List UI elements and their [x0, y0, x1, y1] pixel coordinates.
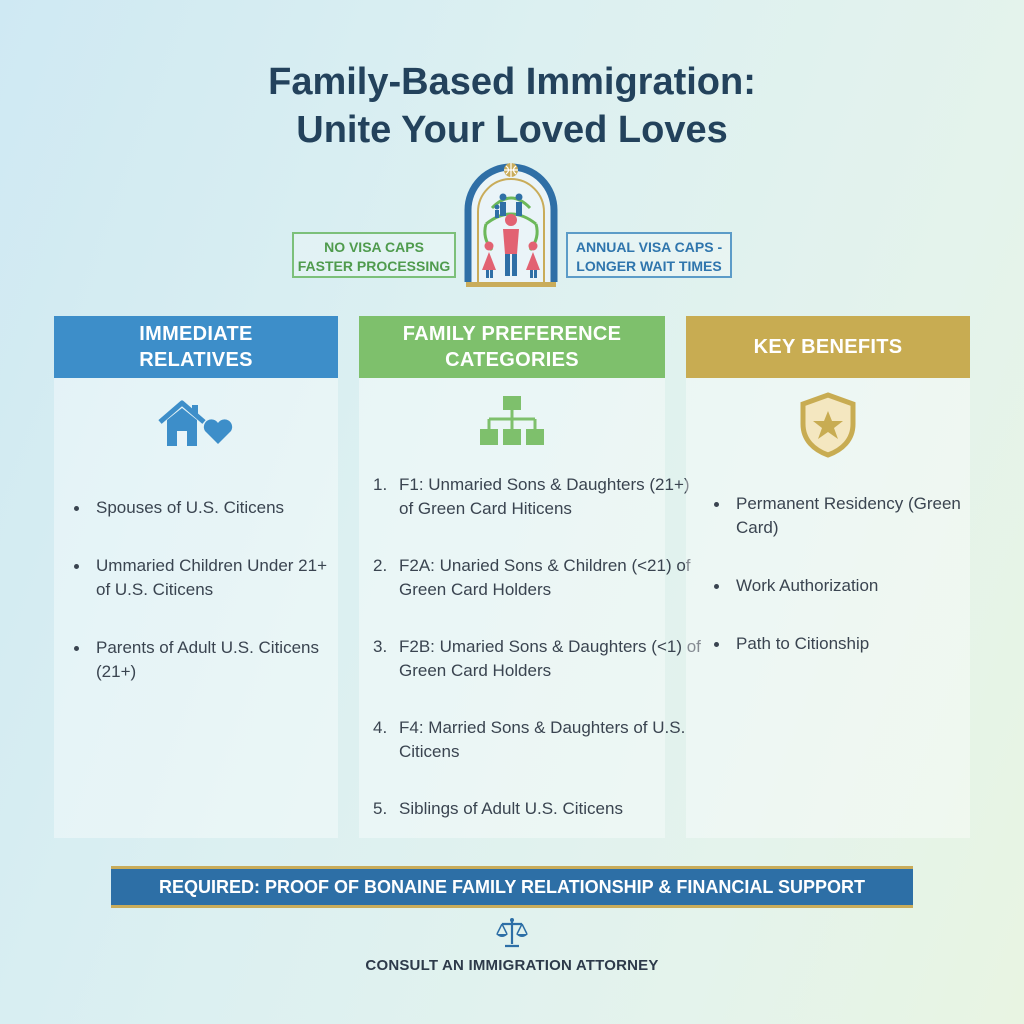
shield-star-icon: [798, 392, 858, 458]
annual-visa-caps-line-1: ANNUAL VISA CAPS -: [575, 239, 723, 255]
title-line-1: Family-Based Immigration:: [268, 61, 756, 103]
item-text: F4: Married Sons & Daughters of U.S. Citicens: [399, 718, 686, 761]
house-heart-icon: [156, 400, 236, 450]
family-preference-heading: [359, 316, 665, 378]
immediate-relatives-heading: [54, 316, 338, 378]
item-number: 5.: [373, 799, 388, 818]
annual-visa-caps-line-2: LONGER WAIT TIMES: [576, 258, 722, 274]
list-item: [373, 797, 703, 821]
key-benefits-card: [686, 316, 970, 838]
item-text: Siblings of Adult U.S. Citicens: [399, 799, 623, 818]
list-item: Spouses of U.S. Citicens: [74, 496, 334, 520]
list-item: Path to Citionship: [714, 632, 964, 656]
page-title: [0, 58, 1024, 154]
no-visa-caps-line-2: FASTER PROCESSING: [297, 258, 451, 274]
list-item: Permanent Residency (Green Card): [714, 492, 964, 540]
item-number: 1.: [373, 475, 388, 494]
list-item: [373, 554, 703, 602]
list-item: Parents of Adult U.S. Citicens (21+): [74, 636, 334, 684]
item-number: 2.: [373, 556, 388, 575]
no-visa-caps-badge: [292, 232, 456, 278]
family-preference-heading-line-2: CATEGORIES: [445, 349, 579, 371]
hierarchy-icon: [477, 394, 547, 450]
immediate-relatives-heading-line-2: RELATIVES: [139, 349, 253, 371]
family-preference-card: [359, 316, 701, 838]
item-number: 4.: [373, 718, 388, 737]
list-item: [373, 716, 703, 764]
key-benefits-list: [714, 492, 964, 690]
item-text: F2B: Umaried Sons & Daughters (<1) of Green Card Holders: [399, 637, 701, 680]
item-text: F1: Unmaried Sons & Daughters (21+) of Green Card Hiticens: [399, 475, 690, 518]
key-benefits-heading-text: KEY BENEFITS: [753, 336, 903, 358]
requirement-banner: REQUIRED: PROOF OF BONAINE FAMILY RELATIONSHIP & FINANCIAL SUPPORT: [111, 866, 913, 908]
scales-of-justice-icon: [494, 917, 530, 949]
family-arch-icon: [462, 160, 560, 288]
preference-categories-list: [373, 473, 703, 854]
title-line-2: Unite Your Loved Loves: [296, 109, 728, 151]
immediate-relatives-heading-line-1: IMMEDIATE: [139, 323, 253, 345]
consult-attorney-text: CONSULT AN IMMIGRATION ATTORNEY: [365, 957, 659, 974]
list-item: [373, 635, 703, 683]
list-item: Work Authorization: [714, 574, 964, 598]
family-preference-heading-line-1: FAMILY PREFERENCE: [402, 323, 622, 345]
annual-visa-caps-badge: [566, 232, 732, 278]
list-item: [373, 473, 703, 521]
key-benefits-heading: [686, 316, 970, 378]
immediate-relatives-list: [74, 496, 334, 718]
item-number: 3.: [373, 637, 388, 656]
item-text: F2A: Unaried Sons & Children (<21) of Green Card Holders: [399, 556, 691, 599]
immediate-relatives-card: [54, 316, 338, 838]
no-visa-caps-line-1: NO VISA CAPS: [324, 239, 424, 255]
list-item: Ummaried Children Under 21+ of U.S. Citicens: [74, 554, 334, 602]
